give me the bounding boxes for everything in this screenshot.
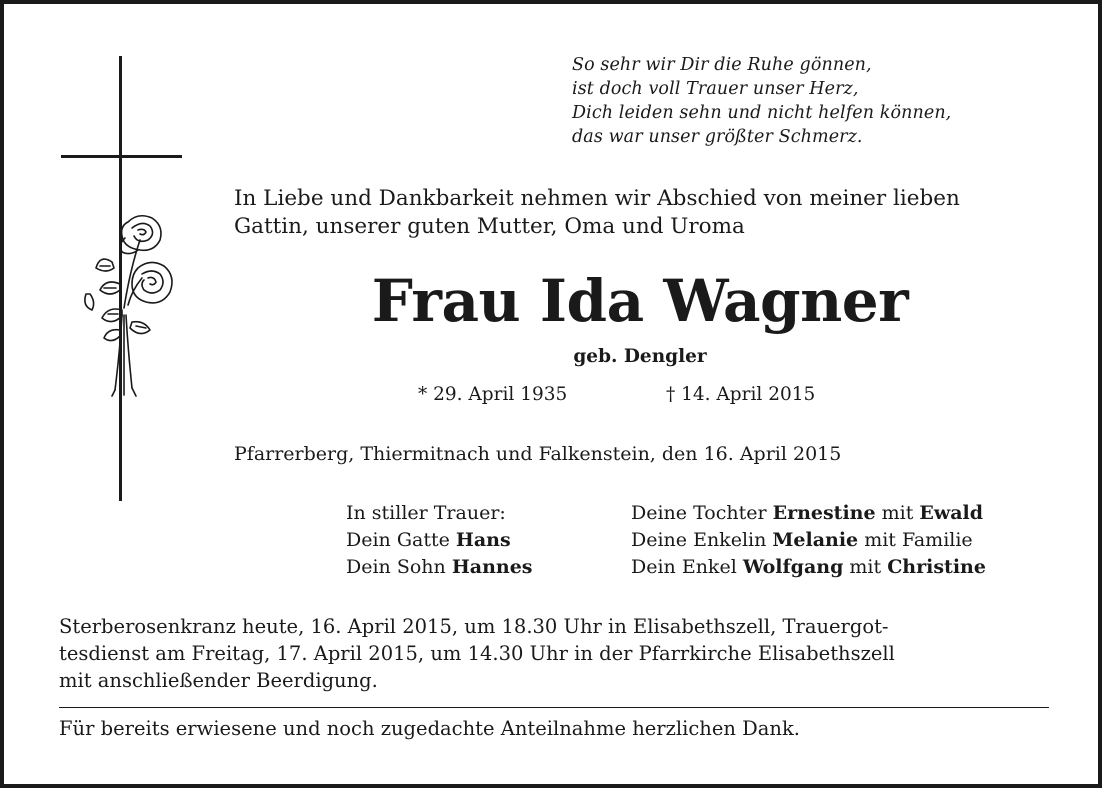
cross-bar <box>61 155 182 158</box>
intro-line: Gattin, unserer guten Mutter, Oma und Uroma <box>234 214 745 239</box>
mourner-name: Wolfgang <box>742 556 844 578</box>
thanks-text: Für bereits erwiesene und noch zugedachte Anteilnahme herzlichen Dank. <box>59 717 800 740</box>
divider <box>59 707 1049 708</box>
poem-line: das war unser größter Schmerz. <box>572 127 863 147</box>
birth-date: * 29. April 1935 <box>418 384 568 405</box>
mourner-text: Dein Sohn <box>346 556 452 578</box>
mourner-line <box>346 554 533 581</box>
mourner-name: Ewald <box>919 502 984 524</box>
intro-line: In Liebe und Dankbarkeit nehmen wir Abschied von meiner lieben <box>234 186 960 211</box>
mourner-text: mit Familie <box>858 529 973 551</box>
mourner-text: Dein Enkel <box>631 556 743 578</box>
service-line: Sterberosenkranz heute, 16. April 2015, um 18.30 Uhr in Elisabethszell, Trauergot- <box>59 615 889 638</box>
mourner-text: Dein Gatte <box>346 529 456 551</box>
poem-line: ist doch voll Trauer unser Herz, <box>572 79 859 99</box>
service-line: tesdienst am Freitag, 17. April 2015, um 14.30 Uhr in der Pfarrkirche Elisabethszell <box>59 642 895 665</box>
mourner-line <box>631 527 986 554</box>
mourner-name: Hannes <box>451 556 533 578</box>
mourner-name: Hans <box>455 529 511 551</box>
roses-icon <box>80 210 180 405</box>
mourner-name: Christine <box>887 556 986 578</box>
mourners-right <box>631 500 986 581</box>
death-date: † 14. April 2015 <box>666 384 816 405</box>
mourner-line <box>631 500 986 527</box>
mourner-text: mit <box>843 556 888 578</box>
mourner-text: Deine Enkelin <box>631 529 773 551</box>
service-line: mit anschließender Beerdigung. <box>59 669 378 692</box>
poem-line: Dich leiden sehn und nicht helfen können, <box>572 103 952 123</box>
intro-text <box>234 185 1054 241</box>
mourner-line <box>631 554 986 581</box>
mourner-line <box>346 527 533 554</box>
poem <box>572 53 951 149</box>
mourner-name: Melanie <box>772 529 859 551</box>
poem-line: So sehr wir Dir die Ruhe gönnen, <box>572 55 872 75</box>
mourner-text: In stiller Trauer: <box>346 502 506 524</box>
mourner-line <box>346 500 533 527</box>
mourner-text: mit <box>875 502 920 524</box>
place-date: Pfarrerberg, Thiermitnach und Falkenstein, den 16. April 2015 <box>234 443 842 465</box>
mourners-left <box>346 500 533 581</box>
deceased-name: Frau Ida Wagner <box>371 267 909 335</box>
mourner-text: Deine Tochter <box>631 502 773 524</box>
service-info <box>59 613 1049 694</box>
mourner-name: Ernestine <box>772 502 876 524</box>
maiden-name: geb. Dengler <box>573 346 707 367</box>
